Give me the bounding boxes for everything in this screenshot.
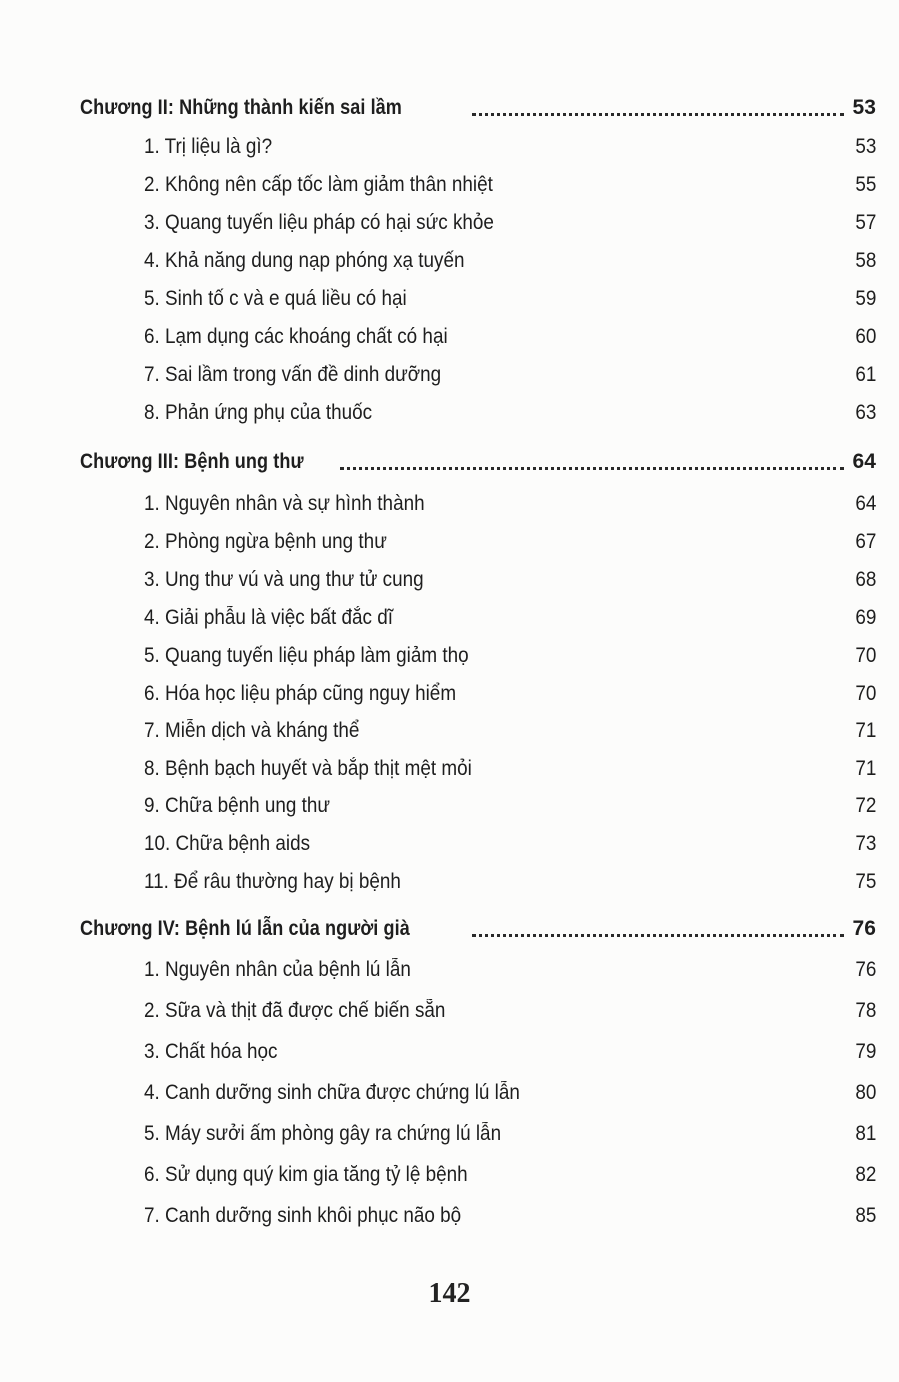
entry-title: 6. Hóa học liệu pháp cũng nguy hiểm bbox=[144, 682, 457, 705]
entry-page-number: 80 bbox=[854, 1081, 876, 1104]
entry-title: 4. Khả năng dung nạp phóng xạ tuyến bbox=[144, 249, 465, 272]
entry-page-number: 68 bbox=[854, 568, 876, 591]
entry-title: 4. Canh dưỡng sinh chữa được chứng lú lẫn bbox=[144, 1081, 520, 1104]
chapter-title: Chương IV: Bệnh lú lẫn của người già bbox=[80, 917, 410, 940]
entry-title: 6. Sử dụng quý kim gia tăng tỷ lệ bệnh bbox=[144, 1163, 468, 1186]
dot-leader bbox=[472, 933, 844, 937]
entry-page-number: 71 bbox=[854, 757, 876, 780]
entry-page-number: 64 bbox=[854, 492, 876, 515]
entry-page-number: 59 bbox=[854, 287, 876, 310]
toc-entry bbox=[144, 205, 876, 235]
entry-title: 2. Phòng ngừa bệnh ung thư bbox=[144, 530, 387, 553]
entry-title: 2. Không nên cấp tốc làm giảm thân nhiệt bbox=[144, 173, 493, 196]
chapter-heading bbox=[80, 444, 876, 474]
toc-entry bbox=[144, 319, 876, 349]
toc-entry bbox=[144, 1198, 876, 1228]
chapter-page-number: 64 bbox=[852, 450, 876, 473]
toc-entry bbox=[144, 1116, 876, 1146]
entry-page-number: 57 bbox=[854, 211, 876, 234]
toc-entry bbox=[144, 600, 876, 630]
entry-page-number: 78 bbox=[854, 999, 876, 1022]
chapter-heading bbox=[80, 911, 876, 941]
page-number: 142 bbox=[428, 1278, 471, 1309]
entry-page-number: 75 bbox=[854, 870, 876, 893]
entry-page-number: 72 bbox=[854, 794, 876, 817]
toc-entry bbox=[144, 281, 876, 311]
toc-entry bbox=[144, 562, 876, 592]
toc-entry bbox=[144, 129, 876, 159]
entry-page-number: 58 bbox=[854, 249, 876, 272]
entry-title: 7. Miễn dịch và kháng thể bbox=[144, 719, 360, 742]
entry-page-number: 61 bbox=[854, 363, 876, 386]
entry-title: 3. Ung thư vú và ung thư tử cung bbox=[144, 568, 424, 591]
entry-title: 8. Bệnh bạch huyết và bắp thịt mệt mỏi bbox=[144, 757, 472, 780]
chapter-page-number: 53 bbox=[852, 96, 876, 119]
entry-title: 3. Quang tuyến liệu pháp có hại sức khỏe bbox=[144, 211, 494, 234]
toc-entry bbox=[144, 826, 876, 856]
entry-title: 5. Máy sưởi ấm phòng gây ra chứng lú lẫn bbox=[144, 1122, 502, 1145]
toc-entry bbox=[144, 524, 876, 554]
entry-title: 6. Lạm dụng các khoáng chất có hại bbox=[144, 325, 448, 348]
toc-entry bbox=[144, 1075, 876, 1105]
entry-title: 10. Chữa bệnh aids bbox=[144, 832, 311, 855]
entry-title: 1. Nguyên nhân của bệnh lú lẫn bbox=[144, 958, 411, 981]
toc-entry bbox=[144, 243, 876, 273]
toc-entry bbox=[144, 952, 876, 982]
dot-leader bbox=[472, 112, 844, 116]
entry-page-number: 55 bbox=[854, 173, 876, 196]
entry-title: 1. Trị liệu là gì? bbox=[144, 135, 273, 158]
entry-page-number: 73 bbox=[854, 832, 876, 855]
entry-page-number: 76 bbox=[854, 958, 876, 981]
toc-entry bbox=[144, 676, 876, 706]
entry-title: 3. Chất hóa học bbox=[144, 1040, 278, 1063]
entry-title: 1. Nguyên nhân và sự hình thành bbox=[144, 492, 425, 515]
toc-entry bbox=[144, 486, 876, 516]
chapter-heading bbox=[80, 90, 876, 120]
entry-page-number: 85 bbox=[854, 1204, 876, 1227]
entry-title: 2. Sữa và thịt đã được chế biến sẵn bbox=[144, 999, 446, 1022]
entry-page-number: 70 bbox=[854, 682, 876, 705]
entry-title: 5. Quang tuyến liệu pháp làm giảm thọ bbox=[144, 644, 469, 667]
toc-entry bbox=[144, 993, 876, 1023]
entry-page-number: 60 bbox=[854, 325, 876, 348]
entry-title: 8. Phản ứng phụ của thuốc bbox=[144, 401, 373, 424]
toc-entry bbox=[144, 395, 876, 425]
entry-title: 7. Sai lầm trong vấn đề dinh dưỡng bbox=[144, 363, 442, 386]
entry-page-number: 67 bbox=[854, 530, 876, 553]
toc-entry bbox=[144, 167, 876, 197]
chapter-page-number: 76 bbox=[852, 917, 876, 940]
entry-page-number: 79 bbox=[854, 1040, 876, 1063]
toc-entry bbox=[144, 357, 876, 387]
entry-title: 11. Để râu thường hay bị bệnh bbox=[144, 870, 401, 893]
toc-entry bbox=[144, 1034, 876, 1064]
entry-page-number: 70 bbox=[854, 644, 876, 667]
dot-leader bbox=[340, 466, 844, 470]
entry-page-number: 63 bbox=[854, 401, 876, 424]
toc-entry bbox=[144, 713, 876, 743]
entry-title: 5. Sinh tố c và e quá liều có hại bbox=[144, 287, 407, 310]
entry-page-number: 81 bbox=[854, 1122, 876, 1145]
entry-title: 9. Chữa bệnh ung thư bbox=[144, 794, 331, 817]
toc-entry bbox=[144, 751, 876, 781]
entry-page-number: 82 bbox=[854, 1163, 876, 1186]
chapter-title: Chương II: Những thành kiến sai lầm bbox=[80, 96, 402, 119]
entry-page-number: 69 bbox=[854, 606, 876, 629]
chapter-title: Chương III: Bệnh ung thư bbox=[80, 450, 304, 473]
toc-entry bbox=[144, 638, 876, 668]
entry-title: 4. Giải phẫu là việc bất đắc dĩ bbox=[144, 606, 394, 629]
entry-title: 7. Canh dưỡng sinh khôi phục não bộ bbox=[144, 1204, 462, 1227]
toc-entry bbox=[144, 788, 876, 818]
toc-entry bbox=[144, 1157, 876, 1187]
entry-page-number: 53 bbox=[854, 135, 876, 158]
entry-page-number: 71 bbox=[854, 719, 876, 742]
toc-entry bbox=[144, 864, 876, 894]
